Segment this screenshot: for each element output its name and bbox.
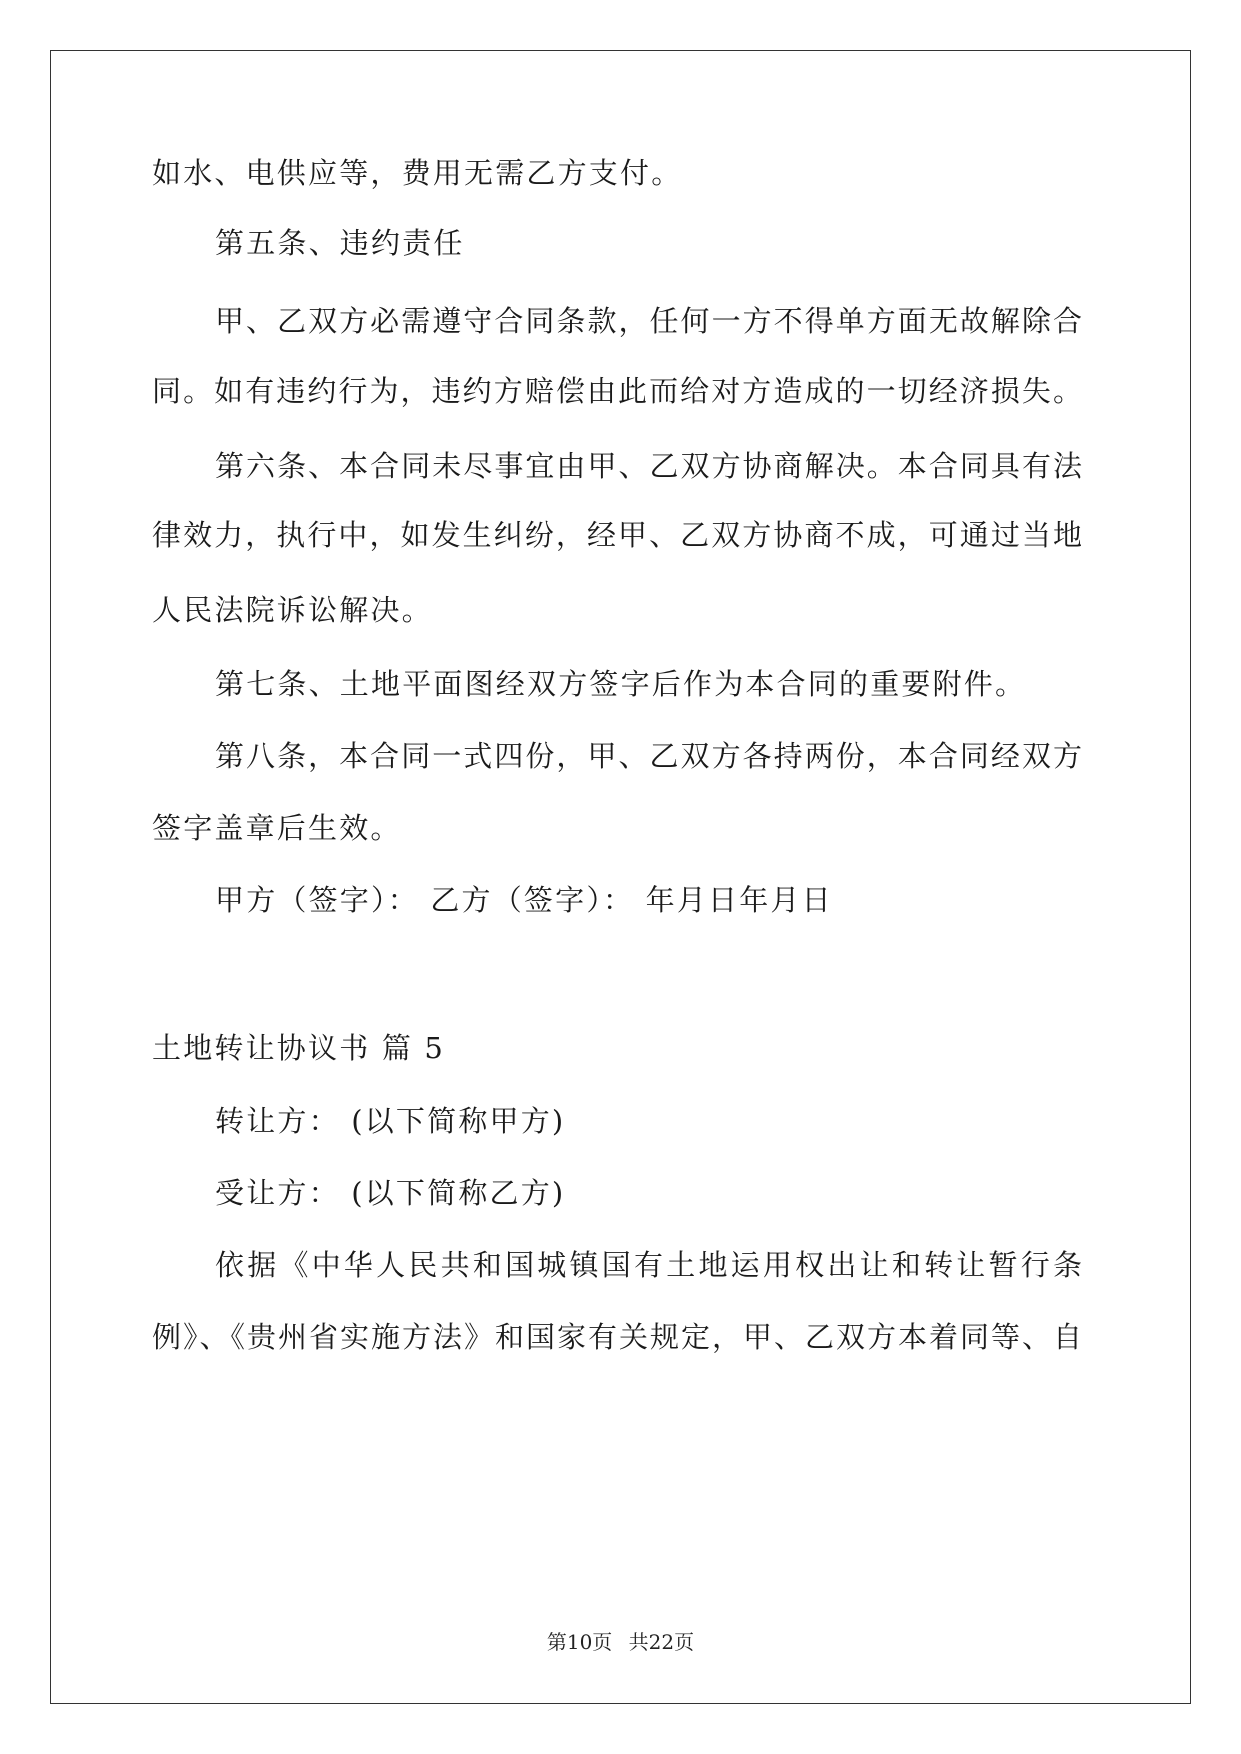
page-footer bbox=[0, 1630, 1241, 1654]
transferee-line: 受让方： (以下简称乙方) bbox=[215, 1176, 566, 1210]
text-line-15: 依据《中华人民共和国城镇国有土地运用权出让和转让暂行条 bbox=[215, 1248, 1082, 1282]
transferor-line: 转让方： (以下简称甲方) bbox=[215, 1104, 566, 1138]
page-border bbox=[50, 50, 1191, 1704]
section-title: 土地转让协议书 篇 5 bbox=[152, 1031, 446, 1065]
text-line-7: 人民法院诉讼解决。 bbox=[152, 593, 433, 627]
page-number: 第10页 bbox=[546, 1630, 613, 1654]
text-line-3: 甲、乙双方必需遵守合同条款，任何一方不得单方面无故解除合 bbox=[215, 304, 1082, 338]
text-line-6: 律效力，执行中，如发生纠纷，经甲、乙双方协商不成，可通过当地 bbox=[152, 518, 1082, 552]
text-line-4: 同。如有违约行为，违约方赔偿由此而给对方造成的一切经济损失。 bbox=[152, 374, 1082, 408]
signature-line: 甲方（签字）： 乙方（签字）： 年月日年月日 bbox=[215, 883, 833, 917]
text-line-1: 如水、电供应等，费用无需乙方支付。 bbox=[152, 156, 683, 190]
section-heading-5: 第五条、违约责任 bbox=[215, 226, 465, 260]
text-line-10: 签字盖章后生效。 bbox=[152, 811, 402, 845]
text-line-16: 例》、《贵州省实施方法》和国家有关规定，甲、乙双方本着同等、自 bbox=[152, 1320, 1082, 1354]
text-line-5: 第六条、本合同未尽事宜由甲、乙双方协商解决。本合同具有法 bbox=[215, 449, 1082, 483]
page-total: 共22页 bbox=[628, 1630, 695, 1654]
text-line-9: 第八条，本合同一式四份，甲、乙双方各持两份，本合同经双方 bbox=[215, 739, 1082, 773]
text-line-8: 第七条、土地平面图经双方签字后作为本合同的重要附件。 bbox=[215, 667, 1027, 701]
